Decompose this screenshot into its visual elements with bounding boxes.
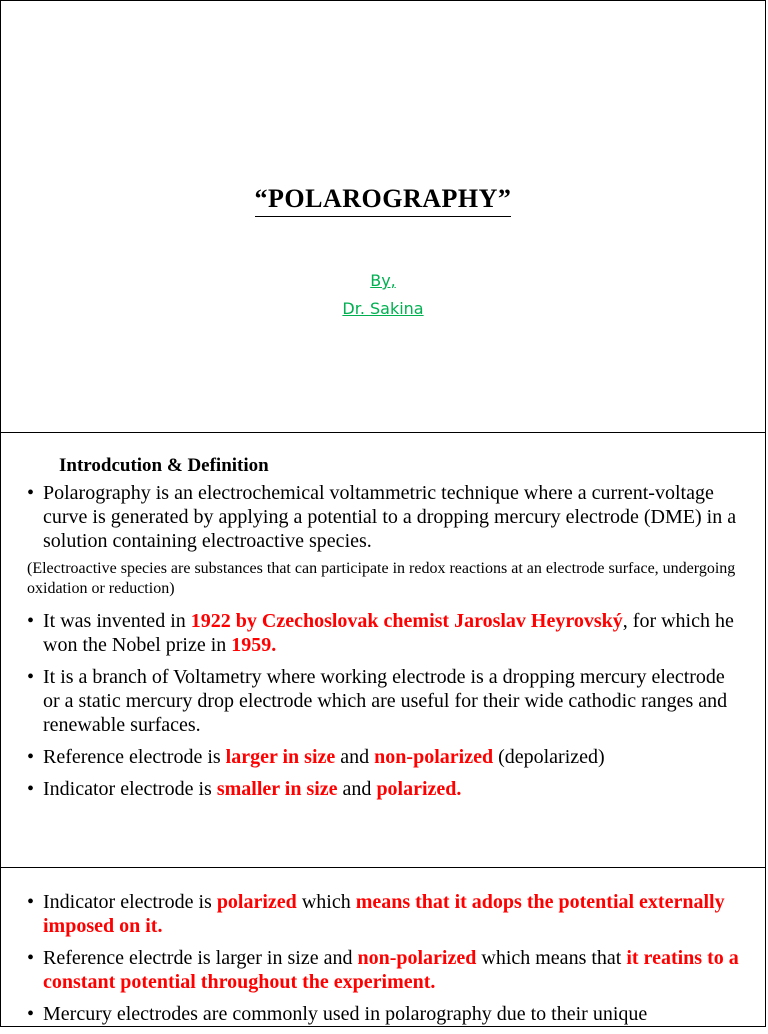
bullet-list	[27, 481, 745, 809]
bullet-item: • Polarography is an electrochemical voltammetric technique where a current-voltage curve is generated by applying a potential to a dropping mercury electrode (DME) in a solution containing electroactive species.	[27, 482, 737, 552]
bullet-icon: •	[27, 778, 35, 800]
section-heading: Introdcution & Definition	[59, 455, 269, 476]
bullet-item: • Mercury electrodes are commonly used in polarography due to their unique	[27, 1003, 648, 1025]
title-slide	[0, 0, 766, 434]
bullet-list	[27, 890, 745, 1034]
bullet-item: • It is a branch of Voltametry where working electrode is a dropping mercury electrode or a static mercury drop electrode which are useful for their wide cathodic ranges and renewable surfaces.	[27, 666, 728, 736]
bullet-icon: •	[27, 1003, 35, 1025]
note-text: (Electroactive species are substances that can participate in redox reactions at an electrode surface, undergoing oxidation or reduction)	[27, 560, 736, 597]
bullet-icon: •	[27, 891, 35, 913]
author-name: Dr. Sakina	[342, 299, 424, 318]
bullet-icon: •	[27, 610, 35, 632]
bullet-item: • Reference electrde is larger in size and non-polarized which means that it reatins to a constant potential throughout the experiment.	[27, 947, 739, 993]
slide-title: “POLAROGRAPHY”	[255, 184, 512, 217]
electrodes-slide	[0, 867, 766, 1027]
bullet-item: • Reference electrode is larger in size and non-polarized (depolarized)	[27, 746, 605, 768]
bullet-item: • Indicator electrode is smaller in size and polarized.	[27, 778, 462, 800]
bullet-icon: •	[27, 947, 35, 969]
bullet-icon: •	[27, 746, 35, 768]
intro-slide	[0, 432, 766, 869]
bullet-item: • It was invented in 1922 by Czechoslovak chemist Jaroslav Heyrovský, for which he won the Nobel prize in 1959.	[27, 610, 734, 656]
by-label: By,	[370, 271, 396, 290]
bullet-icon: •	[27, 666, 35, 688]
bullet-item: • Indicator electrode is polarized which means that it adops the potential externally imposed on it.	[27, 891, 725, 937]
bullet-icon: •	[27, 482, 35, 504]
